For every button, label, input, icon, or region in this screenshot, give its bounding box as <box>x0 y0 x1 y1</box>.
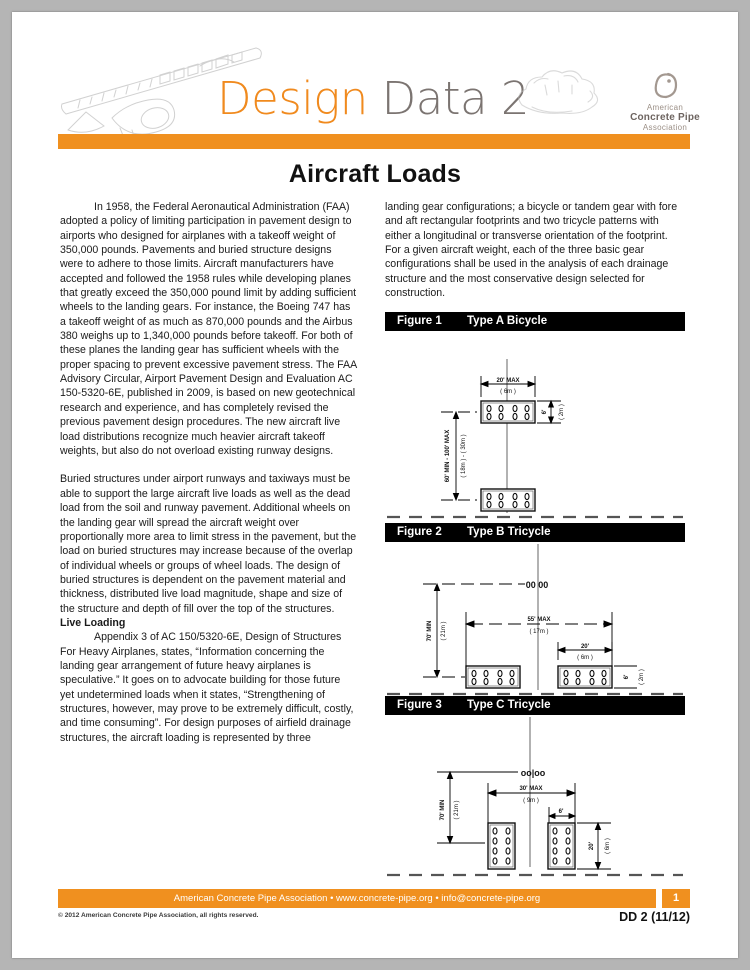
figure-1-depth-ft: 6' <box>542 409 548 415</box>
header-accent-bar <box>58 134 690 149</box>
figure-3-track-ft: 30' MAX <box>519 786 543 792</box>
figure-2-width-ft: 20' <box>580 644 590 650</box>
wordmark-data: Data <box>367 72 501 125</box>
figure-1-width-ft: 20' MAX <box>496 378 520 384</box>
right-text-column <box>385 200 685 300</box>
figure-2-depth-ft: 6' <box>624 674 630 680</box>
copyright-notice: © 2012 American Concrete Pipe Association, all rights reserved. <box>58 912 259 919</box>
figure-3-offset-m: ( 21m ) <box>454 800 460 820</box>
figure-1-width-m: ( 6m ) <box>500 389 516 395</box>
section-heading-live-loading: Live Loading <box>60 616 126 629</box>
left-text-column <box>60 200 357 745</box>
figure-2-number: Figure 2 <box>397 526 442 538</box>
figure-3-depth-m: ( 6m ) <box>605 838 611 854</box>
page-number-badge: 1 <box>662 889 690 908</box>
wordmark-design: Design <box>217 72 368 125</box>
paragraph-1: In 1958, the Federal Aeronautical Administration (FAA) adopted a policy of limiting participation in pavement design to airports who designed for airplanes with a takeoff weight of 350,000 pounds. Pavements and buried structure designs were to adhere to those limits. Aircraft manufacturers have accepted and followed the 1958 rules while developing planes that greatly exceed the 350,000 pound limit by adding sufficient wheels to the landing gears. For instance, the Boeing 747 has a takeoff weight of as much as 870,000 pounds and the Airbus 380 weighs up to 1,340,000 pounds before takeoff. For both of these planes the landing gear has sufficient wheels with the proper spacing to prevent excessive pavement stress. The FAA Advisory Circular, Airport Pavement Design and Evaluation AC 150-5320-6E, published in 2009, is based on new geotechnical research and experience, and has completely revised the previous pavement design procedures. The new aircraft live load distributions recognize much heavier aircraft takeoff weights, but also do not overload existing runway designs. <box>60 201 357 457</box>
figure-1-gear-group-top <box>481 401 535 423</box>
page-title: Aircraft Loads <box>288 160 462 188</box>
figure-2-depth-m: ( 2m ) <box>639 669 645 685</box>
cloud-sketch-icon <box>512 67 607 122</box>
figure-1-caption-bar <box>385 312 685 331</box>
figure-2-offset-ft: 70' MIN <box>427 620 433 642</box>
document-header <box>12 12 738 137</box>
figure-3-drawing <box>385 715 685 883</box>
figure-3-caption-bar <box>385 696 685 715</box>
figure-3-width-ft: 6' <box>558 809 564 815</box>
figure-3-number: Figure 3 <box>397 699 442 711</box>
wordmark-number: 2 <box>500 72 530 125</box>
figure-2-offset-m: ( 21m ) <box>441 621 447 641</box>
figure-2-track-ft: 55' MAX <box>527 617 551 623</box>
figure-3-offset-ft: 70' MIN <box>440 799 446 821</box>
figure-3-nose-gear: oo|oo <box>520 768 546 778</box>
paragraph-2: Buried structures under airport runways and taxiways must be able to support the large aircraft live loads as well as the dead load from the soil and runway pavement. Additional wheels on the landing gear will spread the aircraft weight over proportionally more area to limit stress in the pavement, but the load on buried structures may increase because of the overlap of individual wheels or groups of wheel loads. The design of buried structures is dependent on the pavement material and thickness, distributed live load magnitude, shape and size of the structure and depth of fill over the top of the structures. <box>60 473 357 615</box>
figure-3-gear-group-right <box>548 823 575 869</box>
acpa-swoosh-icon <box>650 70 680 100</box>
figure-3 <box>385 696 685 883</box>
acpa-logo <box>610 70 720 132</box>
figure-2-nose-gear: 00 00 <box>525 580 549 590</box>
figure-1-gear-group-bottom <box>481 489 535 511</box>
paragraph-4: landing gear configurations; a bicycle or tandem gear with fore and aft rectangular footprints and two tricycle patterns with either a longitudinal or transverse orientation of the footprint. For a given aircraft weight, each of the three basic gear configurations shall be used in the analysis of each drainage structure and the most conservative design selected for construction. <box>385 201 678 300</box>
figure-1-drawing <box>385 331 685 521</box>
figure-2-gear-group-right <box>558 666 612 688</box>
figure-2-width-m: ( 6m ) <box>577 655 593 661</box>
figure-3-title: Type C Tricycle <box>467 699 551 711</box>
figure-1-depth-m: ( 2m ) <box>559 404 565 420</box>
figure-3-depth-ft: 20' <box>589 841 595 851</box>
figure-1 <box>385 312 685 521</box>
acpa-logo-line1: American <box>646 103 684 112</box>
wordmark <box>217 70 529 128</box>
figure-2 <box>385 523 685 699</box>
figure-2-track-m: ( 17m ) <box>529 629 549 635</box>
document-page <box>12 12 738 958</box>
paragraph-3: Appendix 3 of AC 150/5320-6E, Design of Structures For Heavy Airplanes, states, “Information concerning the landing gear arrangement of future heavy airplanes is speculative.” It goes on to advocate building for those future yet undetermined loads when it states, “Strengthening of structures, however, may prove to be extremely difficult, costly, and time consuming”. For design purposes of airfield drainage structures, the aircraft loading is represented by three <box>60 631 354 744</box>
figure-1-spacing-m: ( 18m ) - ( 30m ) <box>461 434 467 478</box>
figure-3-gear-group-left <box>488 823 515 869</box>
figure-1-spacing-ft: 60' MIN - 100' MAX <box>445 429 451 483</box>
acpa-logo-line3: Association <box>642 123 688 132</box>
acpa-logo-line2: Concrete Pipe <box>630 112 700 123</box>
document-code: DD 2 (11/12) <box>619 910 690 924</box>
figure-3-track-m: ( 9m ) <box>523 798 539 804</box>
figure-2-title: Type B Tricycle <box>467 526 551 538</box>
footer-contact-text[interactable]: American Concrete Pipe Association • www.concrete-pipe.org • info@concrete-pipe.org <box>58 889 656 908</box>
figure-1-title: Type A Bicycle <box>467 315 548 327</box>
figure-2-caption-bar <box>385 523 685 542</box>
footer-bar <box>58 889 690 908</box>
figure-1-number: Figure 1 <box>397 315 442 327</box>
figure-2-drawing <box>385 542 685 699</box>
figure-2-gear-group-left <box>466 666 520 688</box>
